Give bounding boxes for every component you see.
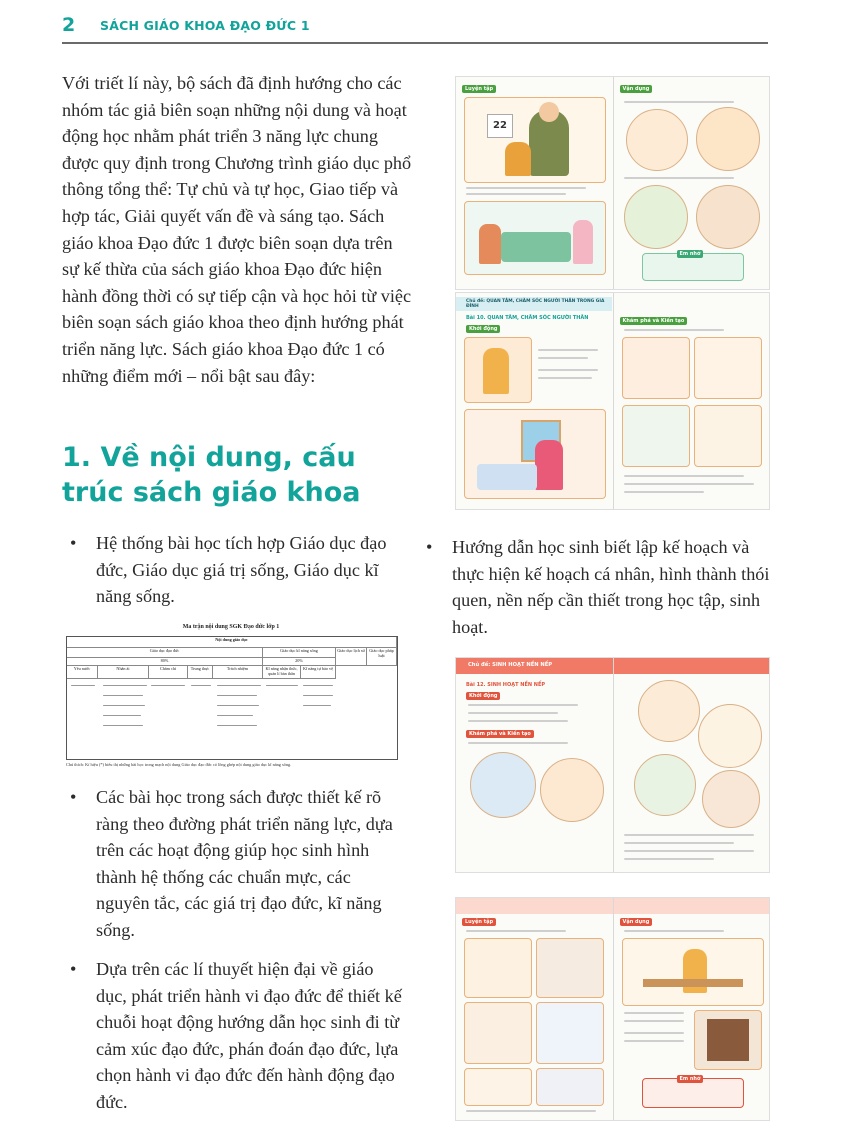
illustration-panel [464,938,532,998]
illustration-mother-child [464,337,532,403]
thumbnail-heading: Vận dụng [620,918,653,926]
bullet-dot: • [426,537,433,557]
table-note: Chú thích: Kí hiệu (*) biểu thị những bài học trong mạch nội dung Giáo dục đạo đức có lồng ghép nội dung giáo dục kĩ năng sống. [66,762,292,767]
textbook-page-thumbnail [455,897,770,1121]
remember-box [642,253,744,281]
illustration-circle [638,680,700,742]
table-group-percent: 20% [263,658,336,666]
thumbnail-heading: Vận dụng [620,85,653,93]
bullet-item [426,534,774,640]
bullet-dot: • [70,533,77,553]
thumbnail-heading: Khởi động [466,325,500,333]
lesson-title: Bài 10. QUAN TÂM, CHĂM SÓC NGƯỜI THÂN [466,315,589,321]
illustration-panel [694,405,762,467]
section-title: 1. Về nội dung, cấu trúc sách giáo khoa [62,442,361,508]
table-grid [66,636,398,760]
page-header [62,12,768,44]
illustration-study-desk [622,938,764,1006]
table-group-header: Giáo dục đạo đức [67,648,263,658]
illustration-circle [696,107,760,171]
remember-tag: Em nhớ [677,250,704,258]
illustration-panel [622,405,690,467]
bullet-item [70,784,408,944]
page-number: 2 [62,14,76,36]
bullet-text: Dựa trên các lí thuyết hiện đại về giáo dục, phát triển hành vi đạo đức để thiết kế chuỗi hoạt động hướng dẫn học sinh đi từ cảm xúc đạo đức, phán đoán đạo đức, lựa chọn hành vi đạo đức đến hành động đạo đức. [96,959,402,1112]
illustration-grandfather [464,97,606,183]
calendar-icon: 22 [487,114,513,138]
bullet-dot: • [70,959,77,979]
table-column-header: Trung thực [188,666,213,679]
illustration-circle [698,704,762,768]
topic-banner-text: Chủ đề: SINH HOẠT NỀN NẾP [468,662,553,668]
textbook-page-thumbnail [455,657,770,873]
illustration-circle [634,754,696,816]
thumbnail-left-page [456,293,613,509]
content-matrix-table-thumbnail [62,624,400,770]
table-group-percent: 80% [67,658,263,666]
thumbnail-right-page [613,898,771,1120]
table-title: Ma trận nội dung SGK Đạo đức lớp 1 [182,624,280,630]
thumbnail-heading: Khám phá và Kiến tạo [620,317,688,325]
thumbnail-right-page [613,658,771,872]
table-column-header: Nhân ái [98,666,149,679]
illustration-panel [694,1010,762,1070]
intro-paragraph: Với triết lí này, bộ sách đã định hướng cho các nhóm tác giả biên soạn những nội dung và hoạt động học nhằm phát triển 3 năng lực chung được quy định trong Chương trình giáo dục phổ thông tổng thể: Tự chủ và tự học, Giao tiếp và hợp tác, Giải quyết vấn đề và sáng tạo. Sách giáo khoa Đạo đức 1 được biên soạn dựa trên sự kế thừa của sách giáo khoa Đạo đức hiện hành đồng thời có sự tiếp cận và học hỏi từ việc biên soạn sách giáo khoa theo định hướng phát triển năng lực. Sách giáo khoa Đạo đức 1 có những điểm mới – nổi bật sau đây: [62,73,412,386]
illustration-panel [536,938,604,998]
thumbnail-left-page [456,77,613,289]
illustration-circle [540,758,604,822]
thumbnail-heading: Luyện tập [462,85,496,93]
table-column-header: Kĩ năng nhận thức, quản lí bản thân [263,666,301,679]
table-column-header: Chăm chỉ [149,666,188,679]
thumbnail-right-page [613,293,771,509]
table-group-header: Giáo dục pháp luật [367,648,397,666]
illustration-caring-grandma [464,409,606,499]
bullet-item [70,956,408,1116]
bullet-item [70,530,408,610]
remember-box [642,1078,744,1108]
illustration-circle [626,109,688,171]
table-group-header: Giáo dục lịch sử [336,648,367,666]
thumbnail-right-page [613,77,771,289]
thumbnail-left-page [456,898,613,1120]
illustration-panel [536,1002,604,1064]
textbook-page-thumbnail [455,76,770,290]
illustration-circle [624,185,688,249]
bullet-text: Hướng dẫn học sinh biết lập kế hoạch và thực hiện kế hoạch cá nhân, hình thành thói quen, nền nếp cần thiết trong học tập, sinh hoạt. [452,537,770,637]
thumbnail-heading: Luyện tập [462,918,496,926]
illustration-circle [470,752,536,818]
illustration-panel [464,1002,532,1064]
table-top-header: Nội dung giáo dục [67,637,397,648]
topic-banner-text: Chủ đề: QUAN TÂM, CHĂM SÓC NGƯỜI THÂN TRONG GIA ĐÌNH [466,299,605,309]
lesson-title: Bài 12. SINH HOẠT NỀN NẾP [466,682,546,688]
illustration-panel [694,337,762,399]
thumbnail-heading: Khởi động [466,692,500,700]
illustration-panel [622,337,690,399]
table-column-header: Yêu nước [67,666,98,679]
book-title: SÁCH GIÁO KHOA ĐẠO ĐỨC 1 [100,18,310,33]
thumbnail-left-page [456,658,613,872]
bullet-text: Hệ thống bài học tích hợp Giáo dục đạo đức, Giáo dục giá trị sống, Giáo dục kĩ năng sống. [96,533,387,607]
table-column-header: Trách nhiệm [213,666,263,679]
table-column-header: Kĩ năng tự bảo vệ [301,666,336,679]
textbook-page-thumbnail [455,292,770,510]
illustration-sickbed [464,201,606,275]
table-group-header: Giáo dục kĩ năng sống [263,648,336,658]
bullet-dot: • [70,787,77,807]
thumbnail-heading: Khám phá và Kiến tạo [466,730,534,738]
illustration-circle [696,185,760,249]
illustration-circle [702,770,760,828]
remember-tag: Em nhớ [677,1075,704,1083]
bullet-text: Các bài học trong sách được thiết kế rõ ràng theo đường phát triển năng lực, dựa trên các hoạt động giúp học sinh hình thành hệ thống các chuẩn mực, các nguyên tắc, các giá trị đạo đức, kĩ năng sống. [96,787,393,940]
topic-banner [456,297,612,311]
illustration-panel [464,1068,532,1106]
illustration-panel [536,1068,604,1106]
